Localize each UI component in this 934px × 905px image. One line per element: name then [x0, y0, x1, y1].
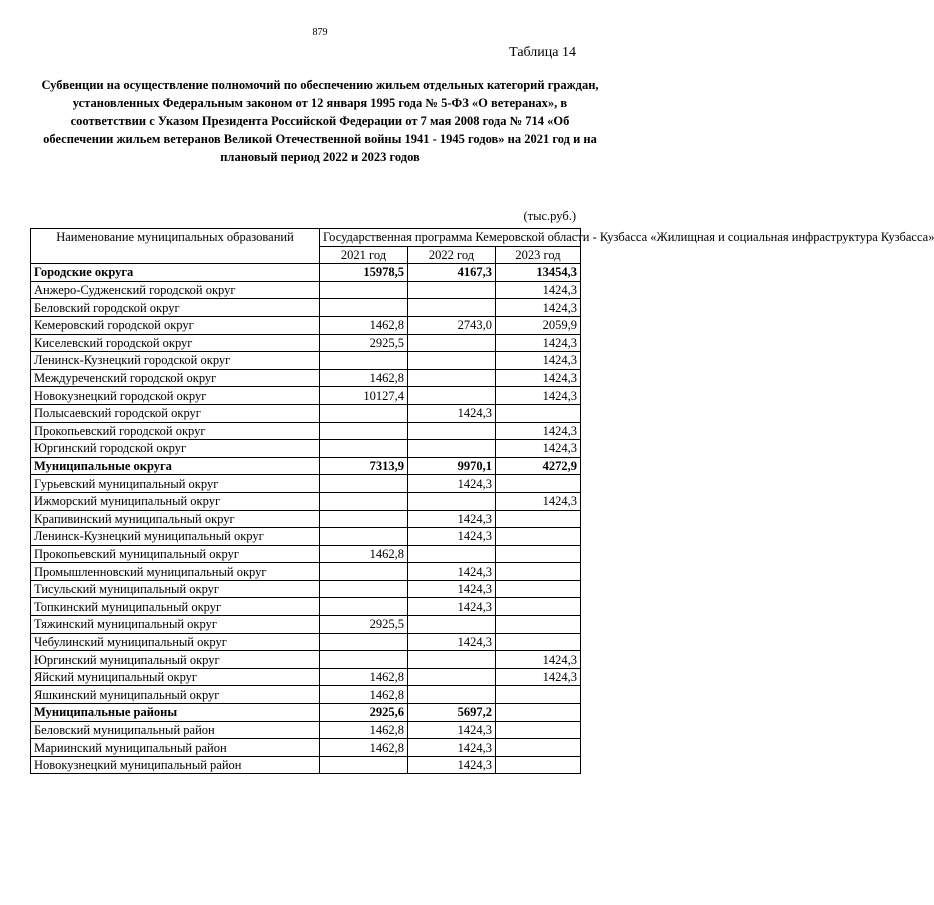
cell-2021: [320, 580, 408, 598]
cell-2022: 1424,3: [408, 721, 496, 739]
table-body: [31, 264, 581, 774]
cell-name: Гурьевский муниципальный округ: [31, 475, 320, 493]
table-row: [31, 510, 581, 528]
cell-2023: [496, 633, 581, 651]
table-row: [31, 404, 581, 422]
cell-2022: 1424,3: [408, 404, 496, 422]
cell-2023: [496, 475, 581, 493]
cell-2023: 1424,3: [496, 387, 581, 405]
cell-2022: 1424,3: [408, 756, 496, 774]
header-year-2023: 2023 год: [496, 246, 581, 264]
cell-2023: [496, 545, 581, 563]
cell-2023: [496, 580, 581, 598]
cell-name: Муниципальные округа: [31, 457, 320, 475]
cell-name: Городские округа: [31, 264, 320, 282]
cell-2023: 1424,3: [496, 352, 581, 370]
table-group-row: [31, 704, 581, 722]
cell-name: Кемеровский городской округ: [31, 316, 320, 334]
cell-2022: [408, 616, 496, 634]
table-row: [31, 721, 581, 739]
table-row: [31, 281, 581, 299]
cell-2021: 1462,8: [320, 668, 408, 686]
cell-2021: 1462,8: [320, 369, 408, 387]
cell-2021: 15978,5: [320, 264, 408, 282]
cell-2022: 1424,3: [408, 563, 496, 581]
header-year-2021: 2021 год: [320, 246, 408, 264]
cell-2022: 1424,3: [408, 510, 496, 528]
table-label: Таблица 14: [509, 45, 576, 60]
cell-name: Мариинский муниципальный район: [31, 739, 320, 757]
cell-name: Яйский муниципальный округ: [31, 668, 320, 686]
table-group-row: [31, 264, 581, 282]
cell-2021: [320, 404, 408, 422]
cell-2022: 4167,3: [408, 264, 496, 282]
cell-2022: [408, 387, 496, 405]
cell-name: Муниципальные районы: [31, 704, 320, 722]
cell-2023: [496, 598, 581, 616]
cell-2023: [496, 756, 581, 774]
cell-2022: [408, 299, 496, 317]
cell-2023: [496, 616, 581, 634]
cell-name: Анжеро-Судженский городской округ: [31, 281, 320, 299]
cell-2022: 1424,3: [408, 739, 496, 757]
cell-name: Юргинский городской округ: [31, 440, 320, 458]
cell-2021: 1462,8: [320, 316, 408, 334]
cell-2023: [496, 704, 581, 722]
cell-2021: [320, 475, 408, 493]
table-row: [31, 563, 581, 581]
cell-2022: 1424,3: [408, 580, 496, 598]
cell-2023: 1424,3: [496, 369, 581, 387]
cell-name: Промышленновский муниципальный округ: [31, 563, 320, 581]
cell-2023: 1424,3: [496, 668, 581, 686]
subsidies-table: [30, 228, 934, 774]
cell-2021: 1462,8: [320, 721, 408, 739]
cell-name: Прокопьевский городской округ: [31, 422, 320, 440]
table-row: [31, 616, 581, 634]
cell-2021: 2925,5: [320, 334, 408, 352]
table-row: [31, 334, 581, 352]
cell-2022: [408, 334, 496, 352]
cell-name: Ленинск-Кузнецкий городской округ: [31, 352, 320, 370]
table-row: [31, 387, 581, 405]
cell-2023: 1424,3: [496, 492, 581, 510]
cell-2021: 2925,6: [320, 704, 408, 722]
cell-2023: [496, 404, 581, 422]
cell-name: Тяжинский муниципальный округ: [31, 616, 320, 634]
cell-2021: [320, 281, 408, 299]
table-row: [31, 422, 581, 440]
table-row: [31, 492, 581, 510]
cell-2022: 1424,3: [408, 598, 496, 616]
cell-2021: [320, 422, 408, 440]
table-row: [31, 316, 581, 334]
document-title: Субвенции на осуществление полномочий по обеспечению жильем отдельных категорий граждан, установленных Федеральным законом от 12 января 1995 года № 5-ФЗ «О ветеранах», в соответствии с Указом Президента Российской Федерации от 7 мая 2008 года № 714 «Об обеспечении жильем ветеранов Великой Отечественной войны 1941 - 1945 годов» на 2021 год и на плановый период 2022 и 2023 годов: [41, 78, 599, 164]
cell-name: Беловский городской округ: [31, 299, 320, 317]
cell-name: Новокузнецкий городской округ: [31, 387, 320, 405]
cell-name: Киселевский городской округ: [31, 334, 320, 352]
cell-2021: [320, 510, 408, 528]
cell-2023: 1424,3: [496, 651, 581, 669]
cell-2022: [408, 281, 496, 299]
table-row: [31, 545, 581, 563]
table-row: [31, 668, 581, 686]
cell-name: Новокузнецкий муниципальный район: [31, 756, 320, 774]
cell-2022: [408, 545, 496, 563]
cell-2021: [320, 299, 408, 317]
cell-name: Топкинский муниципальный округ: [31, 598, 320, 616]
cell-name: Полысаевский городской округ: [31, 404, 320, 422]
cell-2021: 2925,5: [320, 616, 408, 634]
cell-2022: 1424,3: [408, 475, 496, 493]
table-row: [31, 651, 581, 669]
units-label: (тыс.руб.): [523, 209, 576, 223]
table-group-row: [31, 457, 581, 475]
cell-name: Ленинск-Кузнецкий муниципальный округ: [31, 528, 320, 546]
cell-2021: 7313,9: [320, 457, 408, 475]
cell-name: Междуреченский городской округ: [31, 369, 320, 387]
table-row: [31, 580, 581, 598]
cell-2023: [496, 721, 581, 739]
cell-name: Прокопьевский муниципальный округ: [31, 545, 320, 563]
cell-2023: [496, 563, 581, 581]
cell-2023: [496, 510, 581, 528]
cell-2023: 13454,3: [496, 264, 581, 282]
table-row: [31, 598, 581, 616]
cell-2022: [408, 668, 496, 686]
cell-2022: [408, 369, 496, 387]
cell-2022: 5697,2: [408, 704, 496, 722]
cell-2021: [320, 492, 408, 510]
table-row: [31, 739, 581, 757]
cell-name: Ижморский муниципальный округ: [31, 492, 320, 510]
table-row: [31, 756, 581, 774]
table-row: [31, 633, 581, 651]
cell-name: Беловский муниципальный район: [31, 721, 320, 739]
cell-2022: [408, 651, 496, 669]
cell-2022: 9970,1: [408, 457, 496, 475]
cell-2022: [408, 492, 496, 510]
cell-2023: [496, 528, 581, 546]
cell-2023: [496, 686, 581, 704]
header-program: Государственная программа Кемеровской области - Кузбасса «Жилищная и социальная инфраструктура Кузбасса»: [320, 229, 581, 247]
cell-2021: [320, 440, 408, 458]
cell-2021: [320, 563, 408, 581]
cell-name: Чебулинский муниципальный округ: [31, 633, 320, 651]
cell-2021: [320, 756, 408, 774]
cell-2021: [320, 651, 408, 669]
cell-2023: 1424,3: [496, 299, 581, 317]
cell-2022: [408, 440, 496, 458]
header-name: Наименование муниципальных образований: [31, 229, 320, 264]
cell-2021: 1462,8: [320, 545, 408, 563]
cell-2023: 1424,3: [496, 334, 581, 352]
cell-2022: 1424,3: [408, 528, 496, 546]
table-row: [31, 440, 581, 458]
cell-2021: 10127,4: [320, 387, 408, 405]
cell-2023: 1424,3: [496, 281, 581, 299]
cell-name: Тисульский муниципальный округ: [31, 580, 320, 598]
cell-2023: 1424,3: [496, 440, 581, 458]
cell-2023: [496, 739, 581, 757]
cell-2021: [320, 598, 408, 616]
header-year-2022: 2022 год: [408, 246, 496, 264]
cell-name: Юргинский муниципальный округ: [31, 651, 320, 669]
table-row: [31, 352, 581, 370]
page-number: 879: [312, 27, 328, 38]
cell-name: Крапивинский муниципальный округ: [31, 510, 320, 528]
cell-2021: [320, 633, 408, 651]
cell-2023: 2059,9: [496, 316, 581, 334]
table-row: [31, 686, 581, 704]
table-row: [31, 369, 581, 387]
cell-2021: [320, 528, 408, 546]
table-row: [31, 475, 581, 493]
table-row: [31, 299, 581, 317]
cell-2022: [408, 686, 496, 704]
cell-2022: [408, 422, 496, 440]
cell-2021: [320, 352, 408, 370]
cell-2021: 1462,8: [320, 739, 408, 757]
table-row: [31, 528, 581, 546]
cell-2023: 1424,3: [496, 422, 581, 440]
cell-2022: 2743,0: [408, 316, 496, 334]
cell-2021: 1462,8: [320, 686, 408, 704]
cell-2023: 4272,9: [496, 457, 581, 475]
cell-name: Яшкинский муниципальный округ: [31, 686, 320, 704]
cell-2022: 1424,3: [408, 633, 496, 651]
cell-2022: [408, 352, 496, 370]
